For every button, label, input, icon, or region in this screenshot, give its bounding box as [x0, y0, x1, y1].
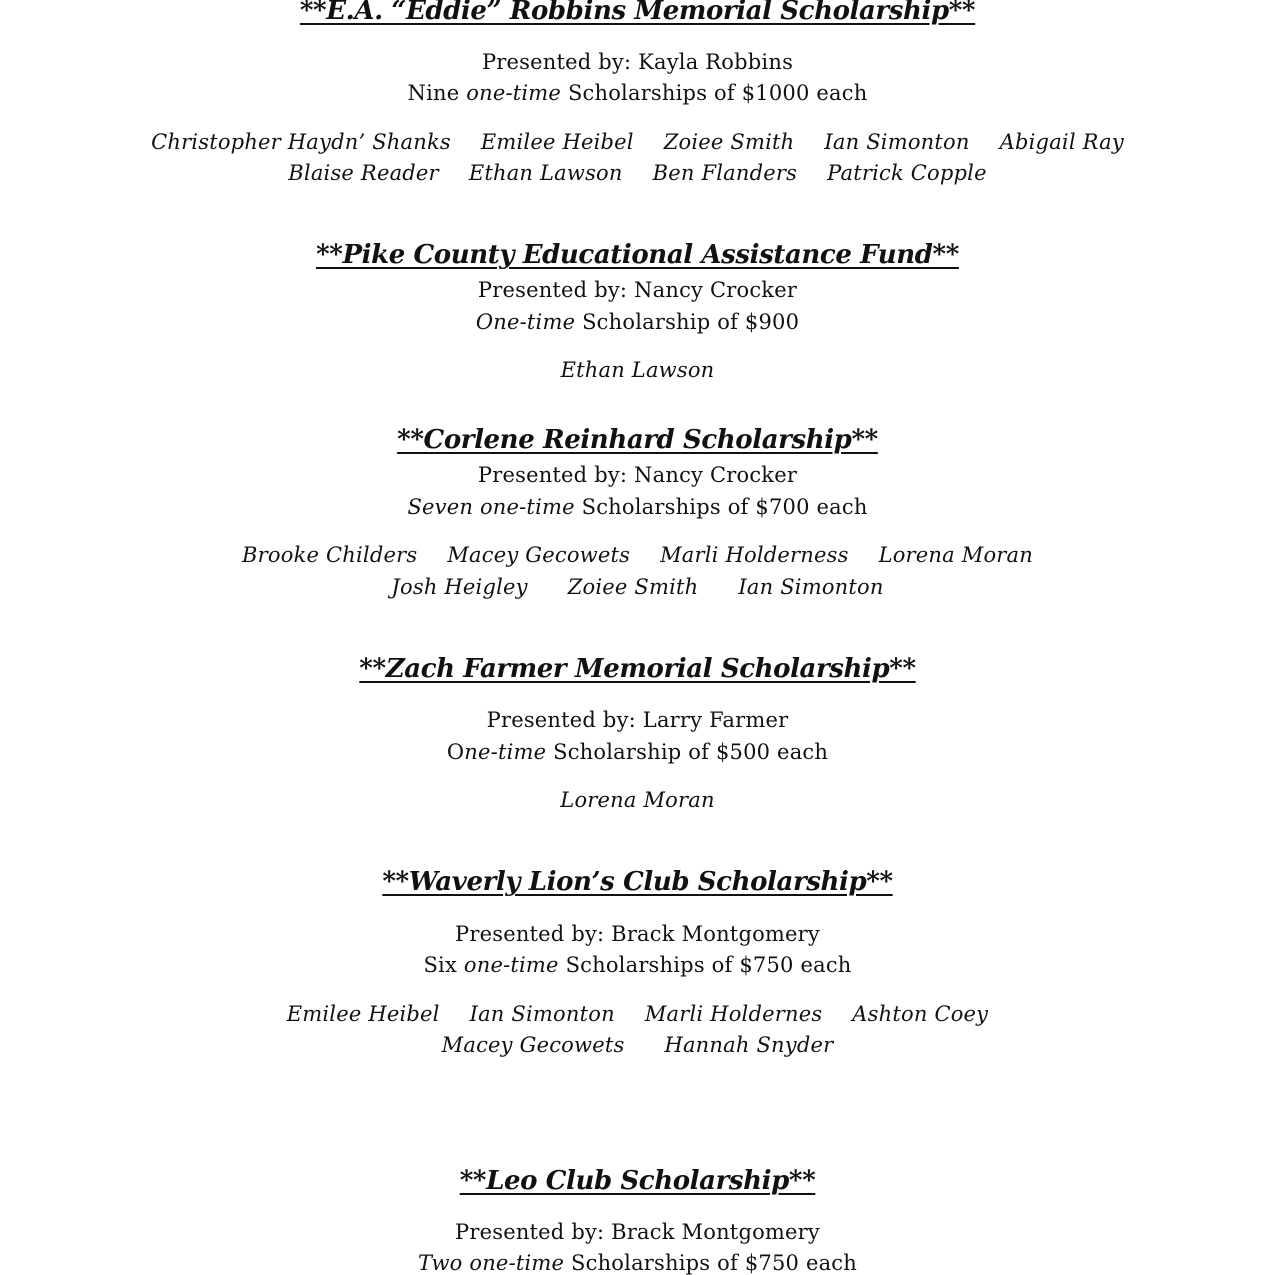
recipients-row-robbins-2	[0, 163, 1275, 184]
recipient-name: Abigail Ray	[999, 130, 1124, 154]
presenter-leo-club: Presented by: Brack Montgomery	[455, 1220, 820, 1244]
recipient-name: Ian Simonton	[738, 575, 884, 599]
recipient-name: Zoiee Smith	[663, 130, 795, 154]
recipient-name: Ian Simonton	[469, 1002, 615, 1026]
recipient-name: Ashton Coey	[852, 1002, 989, 1026]
recipient-name: Josh Heigley	[391, 575, 528, 599]
recipients-row-robbins-1	[0, 132, 1275, 153]
recipient-name: Brooke Childers	[242, 543, 418, 567]
recipient-name: Patrick Copple	[827, 161, 987, 185]
recipient-name: Blaise Reader	[288, 161, 439, 185]
recipients-row-pike-county-1	[0, 360, 1275, 381]
section-title-lions-club: **Waverly Lion’s Club Scholarship**	[382, 867, 893, 897]
recipients-row-reinhard-1	[0, 545, 1275, 566]
presenter-lions-club: Presented by: Brack Montgomery	[455, 922, 820, 946]
recipient-name: Ben Flanders	[652, 161, 798, 185]
recipients-row-reinhard-2	[0, 577, 1275, 598]
award-reinhard: Seven one-time Scholarships of $700 each	[407, 495, 868, 519]
award-farmer: One-time Scholarship of $500 each	[446, 740, 829, 764]
section-title-farmer: **Zach Farmer Memorial Scholarship**	[359, 654, 916, 684]
award-leo-club: Two one-time Scholarships of $750 each	[418, 1251, 857, 1275]
section-title-pike-county: **Pike County Educational Assistance Fund**	[316, 240, 959, 270]
presenter-robbins: Presented by: Kayla Robbins	[481, 50, 794, 74]
presenter-farmer: Presented by: Larry Farmer	[486, 708, 789, 732]
section-title-robbins: **E.A. “Eddie” Robbins Memorial Scholarship**	[299, 0, 976, 26]
award-pike-county: One-time Scholarship of $900	[475, 310, 800, 334]
recipients-row-farmer-1	[0, 790, 1275, 811]
recipient-name: Marli Holderness	[660, 543, 849, 567]
recipient-name: Christopher Haydn’ Shanks	[151, 130, 451, 154]
section-title-leo-club: **Leo Club Scholarship**	[459, 1166, 816, 1196]
recipient-name: Lorena Moran	[560, 788, 715, 812]
recipients-row-lions-club-1	[0, 1004, 1275, 1025]
award-robbins: Nine one-time Scholarships of $1000 each	[407, 81, 868, 105]
recipient-name: Macey Gecowets	[447, 543, 631, 567]
recipient-name: Ethan Lawson	[468, 161, 623, 185]
recipient-name: Lorena Moran	[878, 543, 1033, 567]
recipient-name: Macey Gecowets	[441, 1033, 625, 1057]
award-lions-club: Six one-time Scholarships of $750 each	[423, 953, 852, 977]
recipient-name: Hannah Snyder	[664, 1033, 834, 1057]
recipient-name: Zoiee Smith	[567, 575, 699, 599]
presenter-pike-county: Presented by: Nancy Crocker	[477, 278, 798, 302]
recipient-name: Marli Holdernes	[644, 1002, 823, 1026]
recipient-name: Ian Simonton	[824, 130, 970, 154]
recipient-name: Ethan Lawson	[560, 358, 715, 382]
recipient-name: Emilee Heibel	[480, 130, 634, 154]
recipient-name: Emilee Heibel	[286, 1002, 440, 1026]
recipients-row-lions-club-2	[0, 1035, 1275, 1056]
presenter-reinhard: Presented by: Nancy Crocker	[477, 463, 798, 487]
section-title-reinhard: **Corlene Reinhard Scholarship**	[397, 425, 878, 455]
